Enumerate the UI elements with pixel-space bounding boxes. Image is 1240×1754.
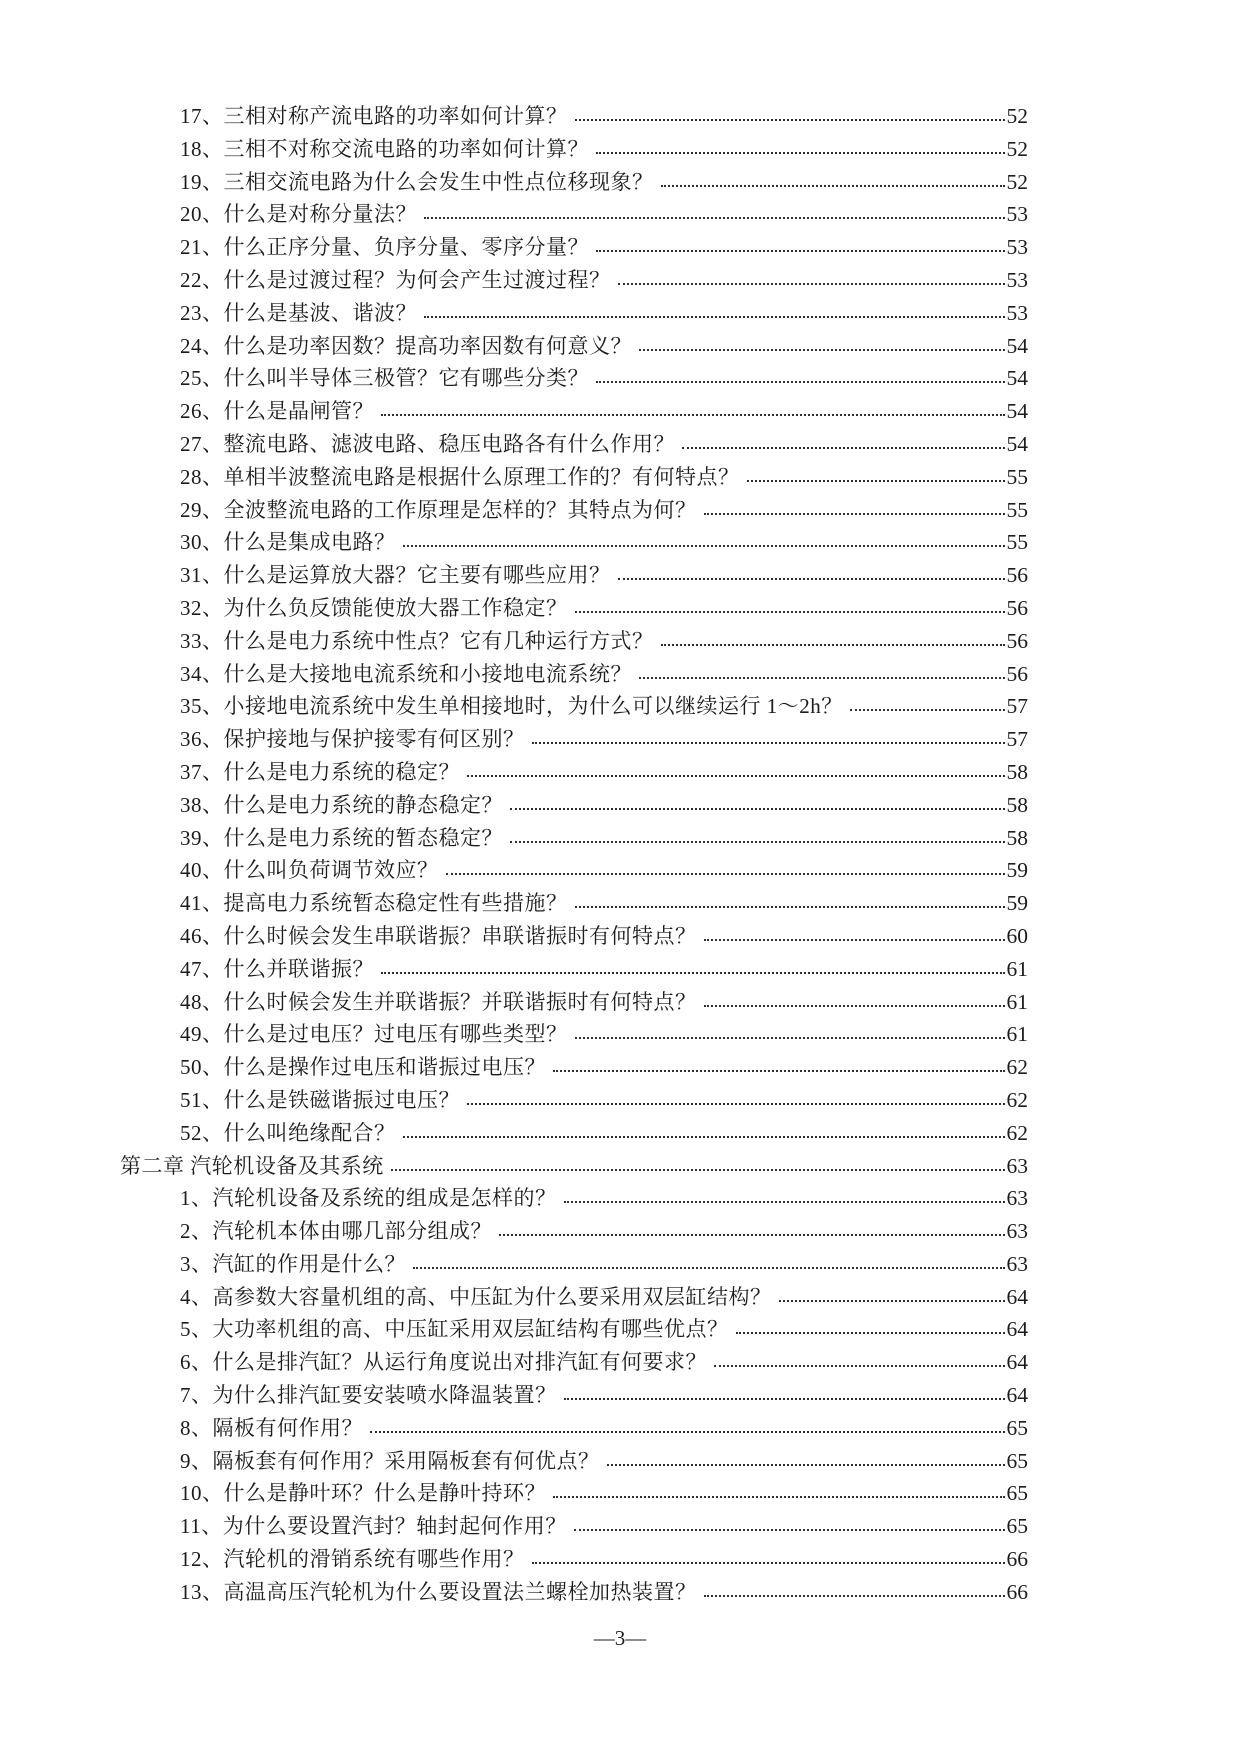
toc-entry-label: 11、为什么要设置汽封？轴封起何作用？ xyxy=(180,1514,567,1539)
dot-leader xyxy=(661,644,1005,646)
toc-page-number: 61 xyxy=(1006,1022,1028,1047)
toc-item-row xyxy=(120,395,1028,428)
toc-item-row xyxy=(120,1445,1028,1478)
toc-entry-label: 4、高参数大容量机组的高、中压缸为什么要采用双层缸结构？ xyxy=(180,1284,772,1309)
toc-entry-label: 13、高温高压汽轮机为什么要设置法兰螺栓加热装置？ xyxy=(180,1579,697,1604)
toc-page-number: 63 xyxy=(1006,1219,1028,1244)
dot-leader xyxy=(403,1136,1005,1138)
toc-entry-label: 10、什么是静叶环？什么是静叶持环？ xyxy=(180,1481,546,1506)
toc-entry-label: 52、什么叫绝缘配合？ xyxy=(180,1120,396,1145)
toc-item-row xyxy=(120,986,1028,1019)
toc-item-row xyxy=(120,1051,1028,1084)
dot-leader xyxy=(381,972,1005,974)
dot-leader xyxy=(704,1595,1005,1597)
toc-item-row xyxy=(120,1084,1028,1117)
toc-page-number: 53 xyxy=(1006,202,1028,227)
dot-leader xyxy=(607,1464,1005,1466)
toc-item-row xyxy=(120,559,1028,592)
page-number-footer: —3— xyxy=(593,1626,647,1650)
toc-entry-label: 39、什么是电力系统的暂态稳定？ xyxy=(180,825,503,850)
toc-page-number: 53 xyxy=(1006,235,1028,260)
toc-page-number: 52 xyxy=(1006,169,1028,194)
dot-leader xyxy=(704,513,1005,515)
toc-entry-label: 27、整流电路、滤波电路、稳压电路各有什么作用？ xyxy=(180,431,675,456)
toc-entry-label: 7、为什么排汽缸要安装喷水降温装置？ xyxy=(180,1383,557,1408)
toc-entry-label: 第二章 汽轮机设备及其系统 xyxy=(120,1153,384,1178)
toc-page-number: 52 xyxy=(1006,104,1028,128)
toc-entry-label: 33、什么是电力系统中性点？它有几种运行方式？ xyxy=(180,628,654,653)
toc-page-number: 59 xyxy=(1006,858,1028,883)
toc-item-row xyxy=(120,789,1028,822)
toc-page-number: 55 xyxy=(1006,497,1028,522)
toc-entry-label: 12、汽轮机的滑销系统有哪些作用？ xyxy=(180,1547,525,1572)
dot-leader xyxy=(424,316,1005,318)
toc-entry-label: 6、什么是排汽缸？从运行角度说出对排汽缸有何要求？ xyxy=(180,1350,707,1375)
toc-item-row xyxy=(120,297,1028,330)
toc-entry-label: 19、三相交流电路为什么会发生中性点位移现象？ xyxy=(180,169,654,194)
dot-leader xyxy=(596,250,1005,252)
dot-leader xyxy=(639,677,1005,679)
toc-item-row xyxy=(120,1346,1028,1379)
toc-list xyxy=(120,100,1028,1609)
toc-entry-label: 31、什么是运算放大器？它主要有哪些应用？ xyxy=(180,563,611,588)
toc-page-number: 52 xyxy=(1006,136,1028,161)
toc-page-number: 65 xyxy=(1006,1448,1028,1473)
toc-item-row xyxy=(120,1215,1028,1248)
toc-page-number: 58 xyxy=(1006,792,1028,817)
toc-entry-label: 41、提高电力系统暂态稳定性有些措施？ xyxy=(180,891,568,916)
toc-entry-label: 20、什么是对称分量法？ xyxy=(180,202,417,227)
toc-page-number: 66 xyxy=(1006,1547,1028,1572)
dot-leader xyxy=(618,578,1005,580)
toc-entry-label: 28、单相半波整流电路是根据什么原理工作的？有何特点？ xyxy=(180,464,740,489)
dot-leader xyxy=(704,939,1005,941)
toc-item-row xyxy=(120,1182,1028,1215)
toc-entry-label: 5、大功率机组的高、中压缸采用双层缸结构有哪些优点？ xyxy=(180,1317,729,1342)
toc-page-number: 61 xyxy=(1006,956,1028,981)
toc-page-number: 64 xyxy=(1006,1317,1028,1342)
dot-leader xyxy=(575,119,1005,121)
toc-page-number: 55 xyxy=(1006,530,1028,555)
toc-page-number: 65 xyxy=(1006,1481,1028,1506)
dot-leader xyxy=(661,185,1005,187)
dot-leader xyxy=(553,1496,1005,1498)
toc-entry-label: 38、什么是电力系统的静态稳定？ xyxy=(180,792,503,817)
dot-leader xyxy=(381,414,1005,416)
toc-page-number: 54 xyxy=(1006,431,1028,456)
toc-item-row xyxy=(120,822,1028,855)
toc-item-row xyxy=(120,756,1028,789)
toc-entry-label: 37、什么是电力系统的稳定？ xyxy=(180,759,460,784)
toc-item-row xyxy=(120,133,1028,166)
toc-page-number: 56 xyxy=(1006,628,1028,653)
toc-page-number: 63 xyxy=(1006,1251,1028,1276)
toc-page-number: 63 xyxy=(1006,1186,1028,1211)
toc-page-number: 55 xyxy=(1006,464,1028,489)
dot-leader xyxy=(639,349,1005,351)
toc-item-row xyxy=(120,953,1028,986)
dot-leader xyxy=(574,1529,1005,1531)
toc-page-number: 62 xyxy=(1006,1055,1028,1080)
dot-leader xyxy=(370,1431,1005,1433)
dot-leader xyxy=(714,1365,1005,1367)
toc-item-row xyxy=(120,690,1028,723)
toc-item-row xyxy=(120,461,1028,494)
toc-page-number: 59 xyxy=(1006,891,1028,916)
toc-page-number: 66 xyxy=(1006,1579,1028,1604)
dot-leader xyxy=(446,873,1005,875)
toc-entry-label: 2、汽轮机本体由哪几部分组成？ xyxy=(180,1219,492,1244)
dot-leader xyxy=(532,742,1005,744)
toc-page-number: 64 xyxy=(1006,1284,1028,1309)
toc-page-number: 65 xyxy=(1006,1514,1028,1539)
toc-item-row xyxy=(120,362,1028,395)
dot-leader xyxy=(553,1070,1005,1072)
toc-page-number: 65 xyxy=(1006,1415,1028,1440)
toc-item-row xyxy=(120,231,1028,264)
toc-page-number: 56 xyxy=(1006,563,1028,588)
toc-page-number: 57 xyxy=(1006,727,1028,752)
toc-item-row xyxy=(120,166,1028,199)
toc-entry-label: 24、什么是功率因数？提高功率因数有何意义？ xyxy=(180,333,632,358)
toc-page-number: 61 xyxy=(1006,989,1028,1014)
toc-entry-label: 8、隔板有何作用？ xyxy=(180,1415,363,1440)
toc-page-number: 60 xyxy=(1006,923,1028,948)
toc-entry-label: 51、什么是铁磁谐振过电压？ xyxy=(180,1087,460,1112)
dot-leader xyxy=(575,1037,1005,1039)
dot-leader xyxy=(747,480,1005,482)
toc-entry-label: 35、小接地电流系统中发生单相接地时，为什么可以继续运行 1～2h？ xyxy=(180,694,843,719)
toc-item-row xyxy=(120,1379,1028,1412)
toc-entry-label: 22、什么是过渡过程？为何会产生过渡过程？ xyxy=(180,267,611,292)
toc-item-row xyxy=(120,887,1028,920)
toc-page-number: 53 xyxy=(1006,300,1028,325)
dot-leader xyxy=(682,447,1005,449)
toc-entry-label: 25、什么叫半导体三极管？它有哪些分类？ xyxy=(180,366,589,391)
toc-entry-label: 47、什么并联谐振？ xyxy=(180,956,374,981)
dot-leader xyxy=(467,1103,1005,1105)
toc-item-row xyxy=(120,1248,1028,1281)
toc-item-row xyxy=(120,1477,1028,1510)
toc-entry-label: 46、什么时候会发生串联谐振？串联谐振时有何特点？ xyxy=(180,923,697,948)
toc-entry-label: 34、什么是大接地电流系统和小接地电流系统？ xyxy=(180,661,632,686)
toc-item-row xyxy=(120,723,1028,756)
toc-entry-label: 36、保护接地与保护接零有何区别？ xyxy=(180,727,525,752)
toc-page-number: 58 xyxy=(1006,825,1028,850)
toc-page-number: 62 xyxy=(1006,1120,1028,1145)
toc-item-row xyxy=(120,920,1028,953)
toc-item-row xyxy=(120,1281,1028,1314)
dot-leader xyxy=(736,1332,1005,1334)
toc-entry-label: 48、什么时候会发生并联谐振？并联谐振时有何特点？ xyxy=(180,989,697,1014)
toc-page-number: 56 xyxy=(1006,595,1028,620)
toc-entry-label: 50、什么是操作过电压和谐振过电压？ xyxy=(180,1055,546,1080)
toc-page-number: 54 xyxy=(1006,366,1028,391)
dot-leader xyxy=(575,906,1005,908)
toc-entry-label: 9、隔板套有何作用？采用隔板套有何优点？ xyxy=(180,1448,600,1473)
dot-leader xyxy=(510,808,1005,810)
dot-leader xyxy=(779,1300,1005,1302)
toc-item-row xyxy=(120,100,1028,133)
dot-leader xyxy=(391,1169,1005,1171)
toc-page-number: 56 xyxy=(1006,661,1028,686)
toc-page-number: 54 xyxy=(1006,399,1028,424)
toc-item-row xyxy=(120,658,1028,691)
dot-leader xyxy=(424,217,1005,219)
toc-page-number: 64 xyxy=(1006,1383,1028,1408)
toc-item-row xyxy=(120,1510,1028,1543)
toc-entry-label: 26、什么是晶闸管？ xyxy=(180,399,374,424)
dot-leader xyxy=(704,1005,1005,1007)
toc-entry-label: 21、什么正序分量、负序分量、零序分量？ xyxy=(180,235,589,260)
toc-entry-label: 30、什么是集成电路？ xyxy=(180,530,396,555)
toc-chapter-row xyxy=(120,1150,1028,1183)
toc-page-number: 64 xyxy=(1006,1350,1028,1375)
dot-leader xyxy=(564,1398,1005,1400)
toc-entry-label: 49、什么是过电压？过电压有哪些类型？ xyxy=(180,1022,568,1047)
toc-entry-label: 23、什么是基波、谐波？ xyxy=(180,300,417,325)
toc-item-row xyxy=(120,264,1028,297)
toc-item-row xyxy=(120,428,1028,461)
toc-item-row xyxy=(120,1412,1028,1445)
toc-item-row xyxy=(120,1576,1028,1609)
dot-leader xyxy=(403,545,1005,547)
toc-item-row xyxy=(120,1313,1028,1346)
toc-page-number: 53 xyxy=(1006,267,1028,292)
toc-item-row xyxy=(120,854,1028,887)
dot-leader xyxy=(510,841,1005,843)
toc-entry-label: 17、三相对称产流电路的功率如何计算？ xyxy=(180,104,568,128)
toc-page-number: 63 xyxy=(1006,1153,1028,1178)
toc-item-row xyxy=(120,1543,1028,1576)
toc-entry-label: 40、什么叫负荷调节效应？ xyxy=(180,858,439,883)
toc-item-row xyxy=(120,198,1028,231)
toc-entry-label: 1、汽轮机设备及系统的组成是怎样的？ xyxy=(180,1186,557,1211)
dot-leader xyxy=(596,381,1005,383)
toc-page-number: 54 xyxy=(1006,333,1028,358)
dot-leader xyxy=(413,1267,1005,1269)
dot-leader xyxy=(564,1201,1005,1203)
toc-entry-label: 32、为什么负反馈能使放大器工作稳定？ xyxy=(180,595,568,620)
toc-item-row xyxy=(120,330,1028,363)
toc-entry-label: 29、全波整流电路的工作原理是怎样的？其特点为何？ xyxy=(180,497,697,522)
toc-item-row xyxy=(120,1018,1028,1051)
toc-item-row xyxy=(120,1117,1028,1150)
toc-item-row xyxy=(120,592,1028,625)
toc-page-number: 57 xyxy=(1006,694,1028,719)
dot-leader xyxy=(596,152,1005,154)
toc-item-row xyxy=(120,526,1028,559)
dot-leader xyxy=(499,1234,1005,1236)
dot-leader xyxy=(575,611,1005,613)
toc-page-number: 62 xyxy=(1006,1087,1028,1112)
toc-page-number: 58 xyxy=(1006,759,1028,784)
toc-item-row xyxy=(120,494,1028,527)
dot-leader xyxy=(467,775,1005,777)
toc-entry-label: 3、汽缸的作用是什么？ xyxy=(180,1251,406,1276)
toc-item-row xyxy=(120,625,1028,658)
dot-leader xyxy=(532,1562,1005,1564)
dot-leader xyxy=(850,709,1005,711)
toc-entry-label: 18、三相不对称交流电路的功率如何计算？ xyxy=(180,136,589,161)
dot-leader xyxy=(618,283,1005,285)
